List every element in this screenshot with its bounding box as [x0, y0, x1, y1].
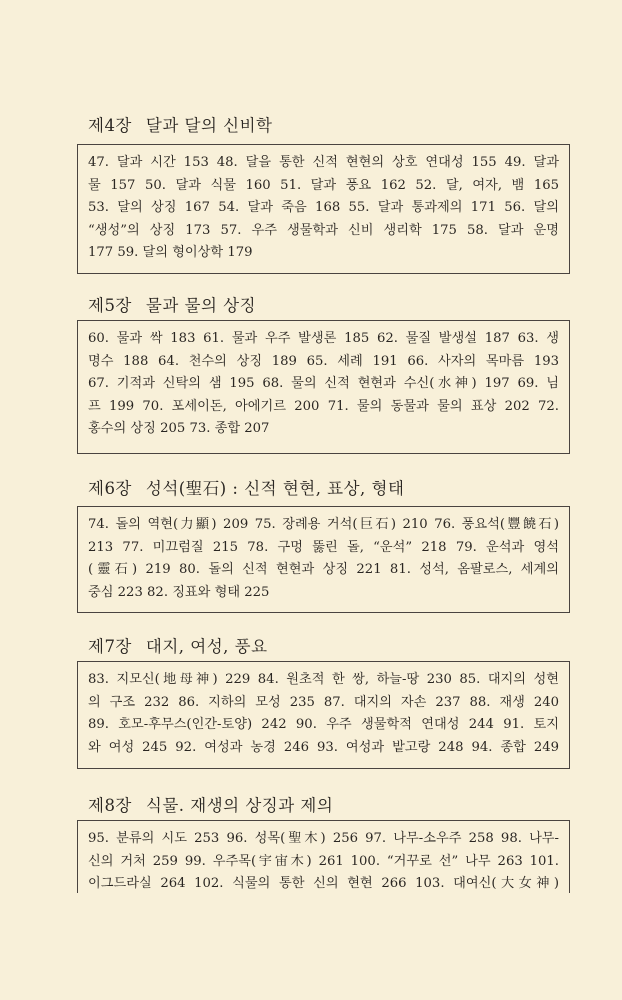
toc-line: 74. 돌의 역현(力顯) 209 75. 장례용 거석(巨石) 210 76. 풍요석(豐饒石)	[88, 517, 559, 532]
toc-line: 67. 기적과 신탁의 샘 195 68. 물의 신적 현현과 수신(水神) 197 69. 님	[88, 376, 559, 391]
chapter-8-contents	[77, 820, 570, 893]
chapter-title: 성석(聖石) : 신적 현현, 표상, 형태	[145, 479, 405, 498]
chapter-7-heading	[88, 633, 268, 657]
chapter-4-contents	[77, 144, 570, 274]
toc-line: 60. 물과 싹 183 61. 물과 우주 발생론 185 62. 물질 발생설 187 63. 생	[88, 331, 559, 346]
chapter-number: 제8장	[88, 796, 132, 815]
toc-line: 47. 달과 시간 153 48. 달을 통한 신적 현현의 상호 연대성 155 49. 달과	[88, 155, 559, 170]
toc-line: 의 구조 232 86. 지하의 모성 235 87. 대지의 자손 237 88. 재생 240	[88, 694, 559, 710]
chapter-8-heading	[88, 792, 333, 816]
chapter-title: 달과 달의 신비학	[145, 116, 273, 135]
chapter-7-contents	[77, 661, 570, 769]
chapter-6-contents	[77, 506, 570, 613]
chapter-5-contents	[77, 320, 570, 454]
toc-line: 89. 호모-후무스(인간-토양) 242 90. 우주 생물학적 연대성 244 91. 토지	[88, 717, 559, 732]
toc-line: 이그드라실 264 102. 식물의 통한 신의 현현 266 103. 대여신(大女神)	[88, 876, 559, 891]
chapter-number: 제5장	[88, 296, 132, 315]
chapter-title: 물과 물의 상징	[145, 296, 257, 315]
toc-line: 명수 188 64. 천수의 상징 189 65. 세례 191 66. 사자의 목마름 193	[88, 353, 559, 369]
chapter-4-heading	[88, 112, 272, 136]
toc-line: 213 77. 미끄럼질 215 78. 구멍 뚫린 돌, “운석” 218 79. 운석과 영석	[88, 539, 559, 555]
chapter-5-heading	[88, 292, 256, 316]
chapter-title: 식물. 재생의 상징과 제의	[145, 796, 334, 815]
toc-line: 프 199 70. 포세이돈, 아에기르 200 71. 물의 동물과 물의 표상 202 72.	[88, 398, 559, 414]
toc-line: 177 59. 달의 형이상학 179	[88, 245, 253, 260]
toc-line: 53. 달의 상징 167 54. 달과 죽음 168 55. 달과 통과제의 171 56. 달의	[88, 200, 559, 215]
chapter-title: 대지, 여성, 풍요	[145, 637, 268, 656]
chapter-number: 제4장	[88, 116, 132, 135]
chapter-6-heading	[88, 475, 404, 499]
toc-line: “생성”의 상징 173 57. 우주 생물학과 신비 생리학 175 58. 달과 운명	[88, 222, 559, 238]
toc-line: 중심 223 82. 징표와 형태 225	[88, 584, 270, 600]
toc-line: 95. 분류의 시도 253 96. 성목(聖木) 256 97. 나무-소우주 258 98. 나무-	[88, 831, 559, 846]
toc-line: (靈石) 219 80. 돌의 신적 현현과 상징 221 81. 성석, 옴팔로스, 세계의	[88, 562, 559, 577]
toc-line: 83. 지모신(地母神) 229 84. 원초적 한 쌍, 하늘-땅 230 85. 대지의 성현	[88, 672, 559, 687]
toc-line: 홍수의 상징 205 73. 종합 207	[88, 421, 270, 436]
chapter-number: 제6장	[88, 479, 132, 498]
toc-line: 물 157 50. 달과 식물 160 51. 달과 풍요 162 52. 달, 여자, 뱀 165	[88, 177, 559, 193]
toc-line: 신의 거처 259 99. 우주목(宇宙木) 261 100. “거꾸로 선” 나무 263 101.	[88, 853, 559, 869]
chapter-number: 제7장	[88, 637, 132, 656]
toc-line: 와 여성 245 92. 여성과 농경 246 93. 여성과 밭고랑 248 94. 종합 249	[88, 739, 559, 755]
